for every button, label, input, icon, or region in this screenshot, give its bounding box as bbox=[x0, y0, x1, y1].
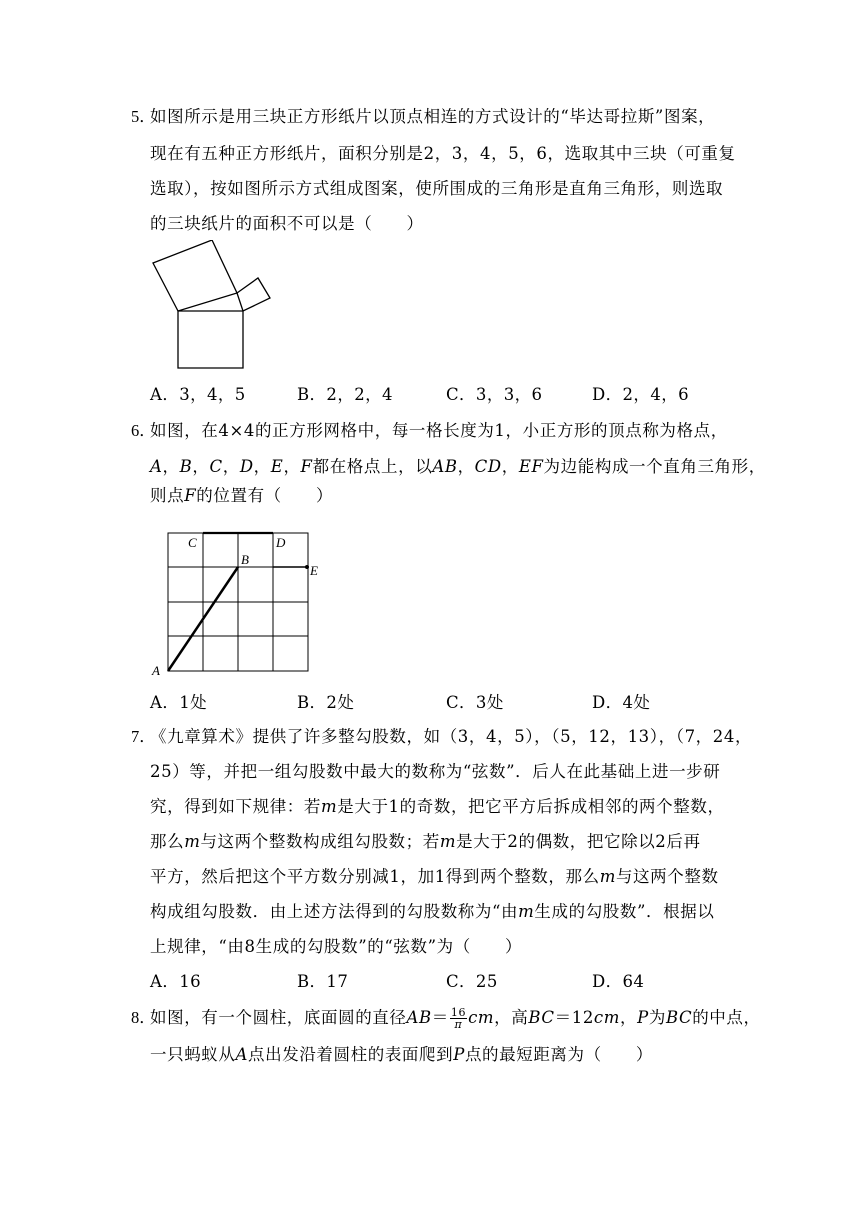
question-text-line: 如图，在4×4的正方形网格中，每一格长度为1，小正方形的顶点称为格点， bbox=[150, 421, 728, 440]
question-text-line: 构成组勾股数．由上述方法得到的勾股数称为“由m生成的勾股数”．根据以 bbox=[150, 902, 715, 921]
option-d: D．64 bbox=[592, 972, 645, 991]
question-text-line: 平方，然后把这个平方数分别减1，加1得到两个整数，那么m与这两个整数 bbox=[150, 867, 719, 886]
question-number: 7． bbox=[131, 727, 156, 746]
option-d: D．2，4，6 bbox=[592, 385, 690, 404]
pythagoras-squares-figure bbox=[140, 240, 280, 380]
left-square bbox=[153, 240, 237, 311]
bottom-square bbox=[178, 311, 243, 368]
question-text-line: 则点F的位置有（ ） bbox=[150, 486, 334, 505]
option-c: C．25 bbox=[446, 972, 498, 991]
question-text-line: 《九章算术》提供了许多整勾股数，如（3，4，5），（5，12，13），（7，24， bbox=[150, 727, 753, 746]
question-text-line: 那么m与这两个整数构成组勾股数；若m是大于2的偶数，把它除以2后再 bbox=[150, 832, 701, 851]
label-e: E bbox=[310, 563, 318, 578]
option-c: C．3处 bbox=[446, 693, 504, 712]
option-d: D．4处 bbox=[592, 693, 651, 712]
question-text-line: 上规律，“由8生成的勾股数”的“弦数”为（ ） bbox=[150, 937, 523, 956]
question-text-line: 究，得到如下规律：若m是大于1的奇数，把它平方后拆成相邻的两个整数， bbox=[150, 797, 725, 816]
option-b: B．2处 bbox=[297, 693, 355, 712]
option-b: B．17 bbox=[297, 972, 349, 991]
label-c: C bbox=[188, 535, 197, 550]
right-square bbox=[237, 278, 270, 311]
question-text-line: 一只蚂蚁从A点出发沿着圆柱的表面爬到P点的最短距离为（ ） bbox=[150, 1045, 654, 1064]
question-text-line: A，B，C，D，E，F都在格点上，以AB，CD，EF为边能构成一个直角三角形， bbox=[150, 457, 766, 476]
option-a: A．1处 bbox=[150, 693, 208, 712]
question-number: 5． bbox=[131, 107, 156, 126]
question-number: 8． bbox=[131, 1008, 156, 1027]
option-a: A．3，4，5 bbox=[150, 385, 246, 404]
question-number: 6． bbox=[131, 421, 156, 440]
question-text-line: 现在有五种正方形纸片，面积分别是2，3，4，5，6，选取其中三块（可重复 bbox=[150, 144, 736, 163]
option-c: C．3，3，6 bbox=[446, 385, 543, 404]
question-text-line: 的三块纸片的面积不可以是（ ） bbox=[150, 214, 424, 233]
grid-figure bbox=[150, 526, 330, 676]
label-a: A bbox=[152, 663, 160, 676]
option-a: A．16 bbox=[150, 972, 202, 991]
fraction-16-over-pi: $\frac{16}{\pi}$ bbox=[450, 1006, 467, 1031]
question-text-line: 25）等，并把一组勾股数中最大的数称为“弦数”．后人在此基础上进一步研 bbox=[150, 762, 721, 781]
question-text-line: 选取），按如图所示方式组成图案，使所围成的三角形是直角三角形，则选取 bbox=[150, 179, 724, 198]
label-b: B bbox=[241, 552, 249, 567]
question-text-line: 如图，有一个圆柱，底面圆的直径AB＝ $\frac{16}{\pi}$ cm，高BC＝12cm，P为BC的中点， bbox=[150, 1006, 761, 1031]
option-b: B．2，2，4 bbox=[297, 385, 393, 404]
label-d: D bbox=[276, 535, 286, 550]
question-text-line: 如图所示是用三块正方形纸片以顶点相连的方式设计的“毕达哥拉斯”图案， bbox=[150, 107, 716, 126]
point-e bbox=[305, 565, 309, 569]
